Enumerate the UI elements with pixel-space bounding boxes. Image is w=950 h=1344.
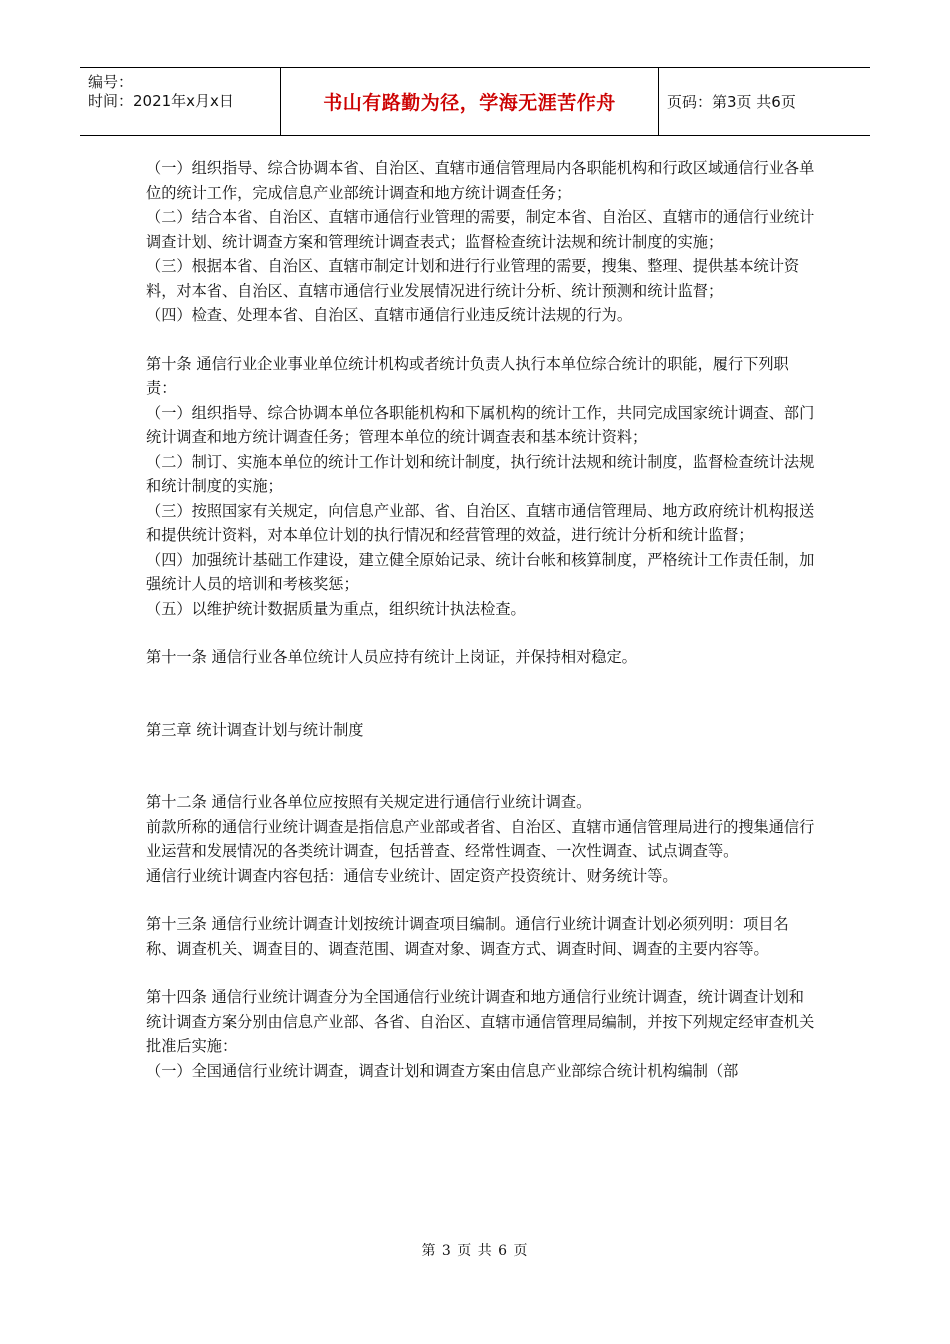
- header-motto: 书山有路勤为径，学海无涯苦作舟: [281, 68, 659, 135]
- header-page-indicator: 页码：第3页 共6页: [667, 93, 796, 111]
- paragraph-article9-item1: （一）组织指导、综合协调本省、自治区、直辖市通信管理局内各职能机构和行政区域通信行业各单位的统计工作，完成信息产业部统计调查和地方统计调查任务；: [146, 159, 815, 202]
- paragraph-article11: 第十一条 通信行业各单位统计人员应持有统计上岗证，并保持相对稳定。: [146, 648, 637, 666]
- paragraph-article9-item4: （四）检查、处理本省、自治区、直辖市通信行业违反统计法规的行为。: [146, 306, 632, 324]
- paragraph-article13: 第十三条 通信行业统计调查计划按统计调查项目编制。通信行业统计调查计划必须列明：项目名称、调查机关、调查目的、调查范围、调查对象、调查方式、调查时间、调查的主要内容等。: [146, 915, 789, 958]
- paragraph-article10-item3: （三）按照国家有关规定，向信息产业部、省、自治区、直辖市通信管理局、地方政府统计机构报送和提供统计资料，对本单位计划的执行情况和经营管理的效益，进行统计分析和统计监督；: [146, 501, 815, 544]
- paragraph-article9-item2: （二）结合本省、自治区、直辖市通信行业管理的需要，制定本省、自治区、直辖市的通信行业统计调查计划、统计调查方案和管理统计调查表式；监督检查统计法规和统计制度的实施；: [146, 208, 815, 251]
- paragraph-article10-item4: （四）加强统计基础工作建设，建立健全原始记录、统计台帐和核算制度，严格统计工作责任制，加强统计人员的培训和考核奖惩；: [146, 550, 815, 593]
- document-body: [146, 156, 818, 1083]
- paragraph-article12: 第十二条 通信行业各单位应按照有关规定进行通信行业统计调查。: [146, 793, 592, 811]
- paragraph-article10: 第十条 通信行业企业事业单位统计机构或者统计负责人执行本单位综合统计的职能，履行下列职责：: [146, 354, 789, 397]
- chapter-heading: 第三章 统计调查计划与统计制度: [146, 720, 364, 739]
- paragraph-article10-item2: （二）制订、实施本单位的统计工作计划和统计制度，执行统计法规和统计制度，监督检查统计法规和统计制度的实施；: [146, 452, 815, 495]
- page-header: [80, 67, 870, 136]
- document-time-label: 时间：2021年x月x日: [88, 92, 234, 110]
- paragraph-article12-content: 通信行业统计调查内容包括：通信专业统计、固定资产投资统计、财务统计等。: [146, 866, 678, 885]
- page-footer: 第 3 页 共 6 页: [421, 1243, 529, 1259]
- paragraph-article9-item3: （三）根据本省、自治区、直辖市制定计划和进行行业管理的需要，搜集、整理、提供基本统计资料，对本省、自治区、直辖市通信行业发展情况进行统计分析、统计预测和统计监督；: [146, 257, 800, 300]
- document-number-label: 编号：: [88, 73, 134, 91]
- paragraph-article14: 第十四条 通信行业统计调查分为全国通信行业统计调查和地方通信行业统计调查，统计调查计划和统计调查方案分别由信息产业部、各省、自治区、直辖市通信管理局编制，并按下列规定经审查机关批准后实施：: [146, 988, 815, 1055]
- paragraph-article10-item1: （一）组织指导、综合协调本单位各职能机构和下属机构的统计工作，共同完成国家统计调查、部门统计调查和地方统计调查任务；管理本单位的统计调查表和基本统计资料；: [146, 403, 815, 446]
- paragraph-article10-item5: （五）以维护统计数据质量为重点，组织统计执法检查。: [146, 599, 526, 618]
- paragraph-article12-definition: 前款所称的通信行业统计调查是指信息产业部或者省、自治区、直辖市通信管理局进行的搜集通信行业运营和发展情况的各类统计调查，包括普查、经常性调查、一次性调查、试点调查等。: [146, 817, 815, 860]
- paragraph-article14-item1: （一）全国通信行业统计调查，调查计划和调查方案由信息产业部综合统计机构编制（部: [146, 1061, 739, 1080]
- header-meta-cell: [80, 68, 281, 135]
